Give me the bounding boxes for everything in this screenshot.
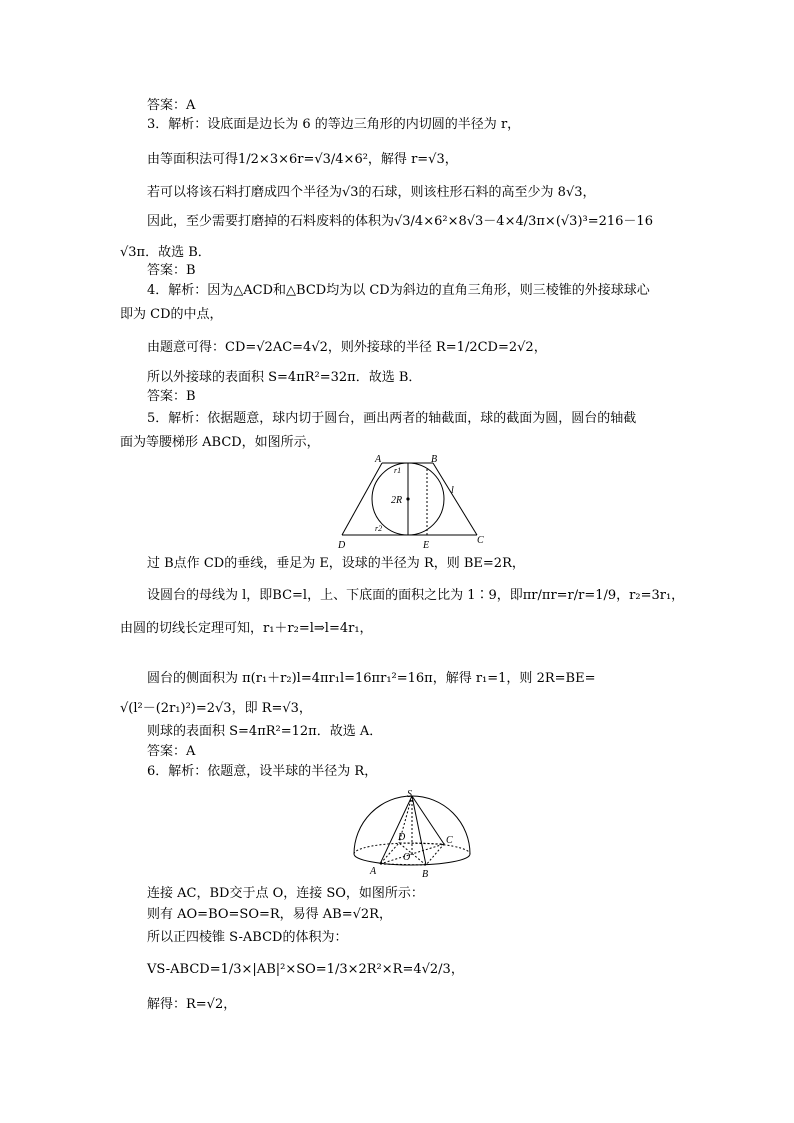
label-e: E [423,540,430,550]
text-line: 过 B点作 CD的垂线，垂足为 E，设球的半径为 R，则 BE=2R， [147,556,525,571]
text-line: 5．解析：依据题意，球内切于圆台，画出两者的轴截面，球的截面为圆，圆台的轴截 [147,411,637,426]
label-o: O [403,852,411,863]
answer-line: 答案：B [147,389,196,404]
label-l: l [451,485,454,496]
label-c: C [477,535,484,546]
text-line: 由圆的切线长定理可知，r₁＋r₂=l⇒l=4r₁， [120,621,373,636]
text-line: 4．解析：因为△ACD和△BCD均为以 CD为斜边的直角三角形，则三棱锥的外接球球心 [147,283,650,298]
label-r2: r2 [375,524,383,533]
label-b: B [431,455,438,465]
text-line: √(l²－(2r₁)²)=2√3，即 R=√3， [120,701,312,716]
label-a: A [370,866,377,877]
text-line: 6．解析：依题意，设半球的半径为 R， [147,764,378,779]
label-d: D [338,540,346,550]
text-line: 则有 AO=BO=SO=R，易得 AB=√2R， [147,907,392,922]
right-leg-line [433,463,477,535]
text-line: 圆台的侧面积为 π(r₁＋r₂)l=4πr₁l=16πr₁²=16π，解得 r₁=1，则 2R=BE= [147,671,596,686]
base-ellipse-front [354,854,470,865]
answer-line: 答案：A [147,98,196,113]
text-line: 则球的表面积 S=4πR²=12π．故选 A． [147,724,383,739]
text-line: 所以正四棱锥 S-ABCD的体积为： [147,930,348,945]
text-line: 3．解析：设底面是边长为 6 的等边三角形的内切圆的半径为 r， [147,117,521,132]
frustum-sphere-figure [335,455,495,550]
text-line: 若可以将该石料打磨成四个半径为√3的石球，则该柱形石料的高至少为 8√3， [147,185,596,200]
text-line: 因此，至少需要打磨掉的石料废料的体积为√3/4×6²×8√3－4×4/3π×(√3)³=216－16 [147,214,653,229]
text-line: VS-ABCD=1/3×|AB|²×SO=1/3×2R²×R=4√2/3， [147,962,464,977]
answer-line: 答案：B [147,263,196,278]
hemisphere-pyramid-diagram [350,788,475,880]
text-line: 面为等腰梯形 ABCD，如图所示， [120,435,320,450]
label-c: C [446,835,453,846]
label-2r: 2R [391,495,403,506]
label-s: S [407,789,412,800]
answer-line: 答案：A [147,744,196,759]
text-line: √3π．故选 B． [120,245,211,260]
text-line: 解得：R=√2， [147,997,237,1012]
text-line: 即为 CD的中点， [120,307,223,322]
label-r1: r1 [394,466,402,475]
text-line: 所以外接球的表面积 S=4πR²=32π．故选 B． [147,370,422,385]
text-line: 设圆台的母线为 l，即BC=l，上、下底面的面积之比为 1∶9，即πr/πr=r/r=1/9，r₂=3r₁， [147,588,685,603]
text-line: 由题意可得：CD=√2AC=4√2，则外接球的半径 R=1/2CD=2√2， [147,340,547,355]
label-d: D [398,832,406,843]
text-line: 连接 AC，BD交于点 O，连接 SO，如图所示： [147,886,424,901]
hemisphere-pyramid-figure [350,788,475,880]
center-dot [406,497,409,500]
text-line: 由等面积法可得1/2×3×6r=√3/4×6²，解得 r=√3， [147,152,458,167]
frustum-sphere-diagram [335,455,495,550]
label-b: B [422,869,429,880]
label-a: A [375,455,382,465]
